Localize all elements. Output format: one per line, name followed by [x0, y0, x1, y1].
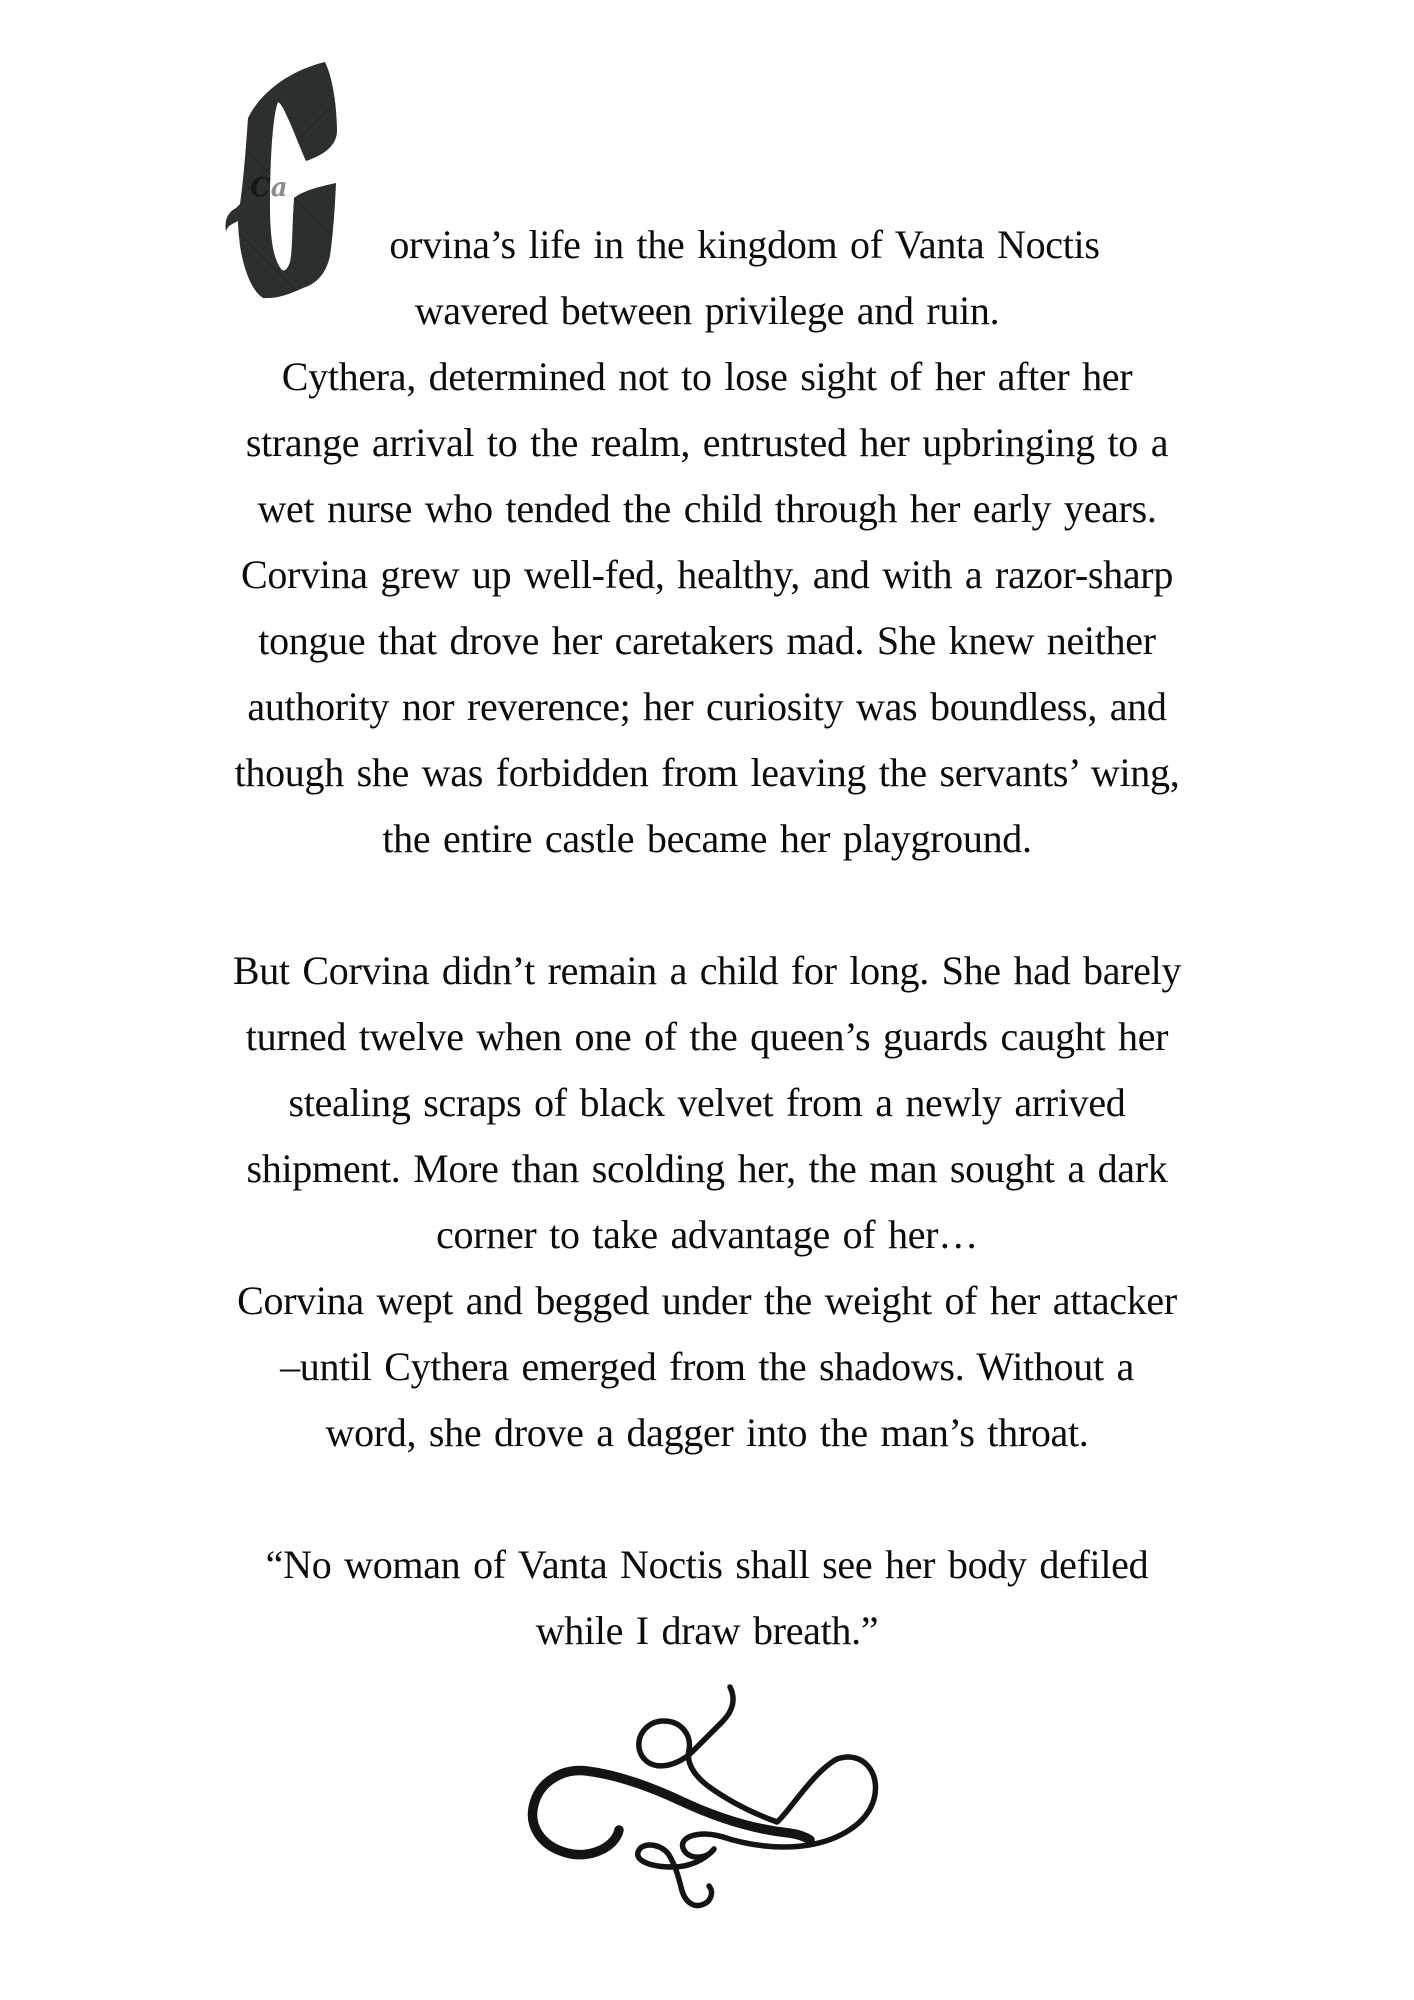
- watermark-text: Ca: [250, 173, 288, 203]
- text-line: corner to take advantage of her…: [436, 1212, 978, 1257]
- text-line: strange arrival to the realm, entrusted her upbringing to a: [245, 420, 1169, 465]
- text-line: Cythera, determined not to lose sight of her after her: [281, 354, 1133, 399]
- text-line: though she was forbidden from leaving the servants’ wing,: [234, 750, 1180, 795]
- paragraph-quote: [0, 1532, 1414, 1664]
- story-text: [0, 212, 1414, 1664]
- text-line: –until Cythera emerged from the shadows. Without a: [280, 1344, 1134, 1389]
- flourish-ornament: [527, 1680, 887, 1920]
- text-line: Corvina wept and begged under the weight of her attacker: [237, 1278, 1177, 1323]
- paragraph-1: [0, 212, 1414, 872]
- text-line: stealing scraps of black velvet from a newly arrived: [288, 1080, 1126, 1125]
- paragraph-2: [0, 938, 1414, 1466]
- text-line: turned twelve when one of the queen’s guards caught her: [245, 1014, 1169, 1059]
- text-line: wet nurse who tended the child through her early years.: [257, 486, 1157, 531]
- text-line: word, she drove a dagger into the man’s throat.: [325, 1410, 1089, 1455]
- text-line: the entire castle became her playground.: [382, 816, 1032, 861]
- text-line: authority nor reverence; her curiosity was boundless, and: [247, 684, 1167, 729]
- flourish-main-stroke: [533, 1771, 810, 1855]
- text-line: wavered between privilege and ruin.: [414, 288, 1000, 333]
- text-line: orvina’s life in the kingdom of Vanta Noctis: [389, 222, 1100, 267]
- text-line: tongue that drove her caretakers mad. She knew neither: [258, 618, 1156, 663]
- text-line: shipment. More than scolding her, the man sought a dark: [246, 1146, 1168, 1191]
- text-line: Corvina grew up well-fed, healthy, and with a razor-sharp: [240, 552, 1174, 597]
- text-line: But Corvina didn’t remain a child for long. She had barely: [232, 948, 1182, 993]
- text-line: while I draw breath.”: [535, 1608, 879, 1653]
- flourish-svg: [527, 1680, 887, 1920]
- text-line: “No woman of Vanta Noctis shall see her body defiled: [265, 1542, 1149, 1587]
